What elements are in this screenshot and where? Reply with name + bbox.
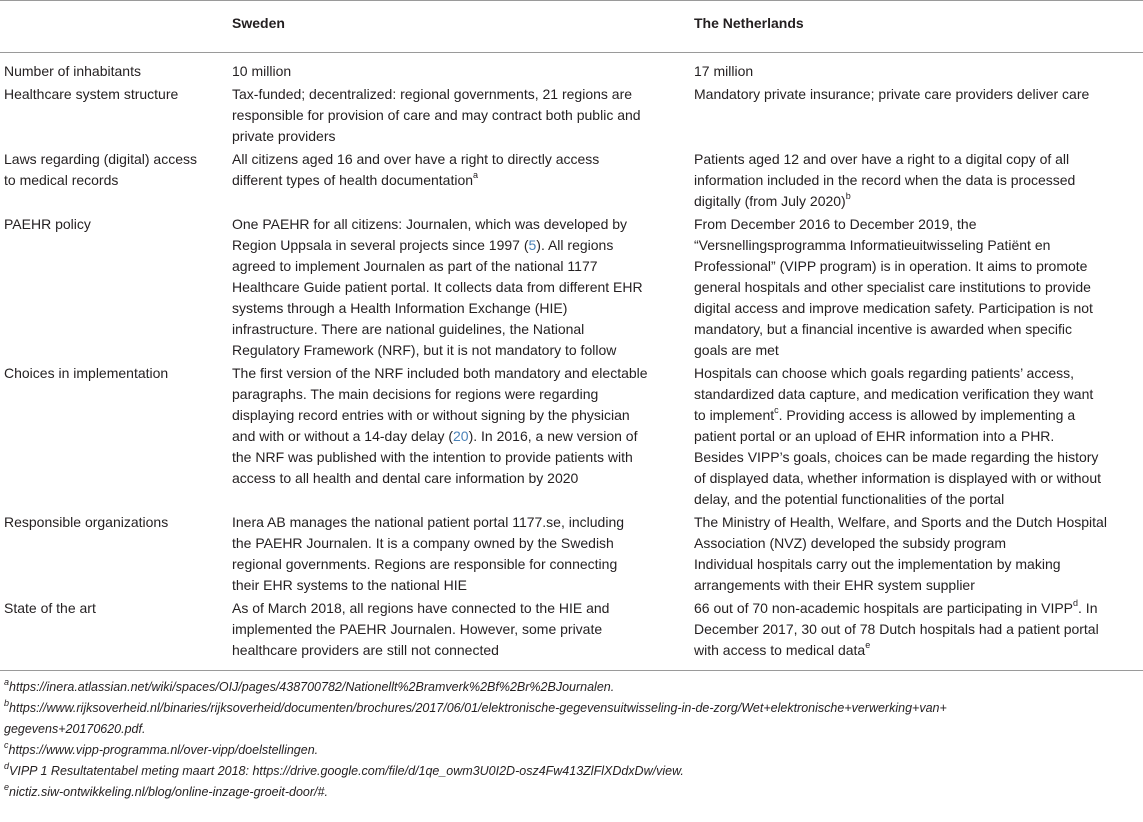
table-row bbox=[0, 82, 1143, 147]
netherlands-cell: 66 out of 70 non-academic hospitals are participating in VIPP$^d$. In December 2017, 30 out of 78 Dutch hospitals had a patient portal with access to medical data$^e$ bbox=[690, 596, 1143, 671]
footnote-e: $^e$nictiz.siw-ontwikkeling.nl/blog/online-inzage-groeit-door/#. bbox=[4, 781, 328, 799]
netherlands-cell: Patients aged 12 and over have a right to a digital copy of all information included in the record when the data is processed digitally (from July 2020)$^b$ bbox=[694, 151, 1076, 209]
row-label: Healthcare system structure bbox=[4, 86, 179, 102]
header-row bbox=[0, 1, 1143, 53]
netherlands-cell: From December 2016 to December 2019, the “Versnellingsprogramma Informatieuitwisseling Patiënt en Professional” (VIPP program) is in operation. It aims to promote general hospitals and other specialist care institutions to provide digital access and improve medication safety. Participation is not mandatory, but a financial incentive is awarded when specific goals are met bbox=[694, 216, 1093, 358]
header-netherlands: The Netherlands bbox=[690, 1, 1143, 53]
row-label: Responsible organizations bbox=[4, 514, 169, 530]
row-label: State of the art bbox=[0, 596, 228, 671]
row-label: Number of inhabitants bbox=[4, 63, 141, 79]
footnote-a: $^a$https://inera.atlassian.net/wiki/spaces/OIJ/pages/438700782/Nationellt%2Bramverk%2Bf%2Br%2BJournalen. bbox=[4, 676, 615, 694]
footnote-d: $^d$VIPP 1 Resultatentabel meting maart 2018: https://drive.google.com/file/d/1qe_owm3U0I2D-osz4Fw413ZlFlXDdxDw/view. bbox=[4, 760, 684, 778]
sweden-cell: One PAEHR for all citizens: Journalen, which was developed by Region Uppsala in several projects since 1997 (5). All regions agreed to implement Journalen as part of the national 1177 Healthcare Guide patient portal. It collects data from different EHR systems through a Health Information Exchange (HIE) infrastructure. There are national guidelines, the National Regulatory Framework (NRF), but it is not mandatory to follow bbox=[232, 216, 643, 358]
citation-link[interactable]: 20 bbox=[453, 428, 469, 444]
table-row bbox=[0, 147, 1143, 212]
sweden-cell: Tax-funded; decentralized: regional governments, 21 regions are responsible for provision of care and may contract both public and private providers bbox=[232, 86, 641, 144]
footnote-mark: b bbox=[845, 191, 851, 202]
footnote-mark: a bbox=[473, 170, 479, 181]
footnote-mark: e bbox=[865, 640, 871, 651]
sweden-cell: The first version of the NRF included both mandatory and electable paragraphs. The main decisions for regions were regarding displaying record entries with or without signing by the physician and with or without a 14-day delay (20). In 2016, a new version of the NRF was published with the intention to provide patients with access to all health and dental care information by 2020 bbox=[232, 365, 648, 486]
row-label: PAEHR policy bbox=[4, 216, 91, 232]
footnote-b: $^b$https://www.rijksoverheid.nl/binaries/rijksoverheid/documenten/brochures/2017/06/01/elektronische-gegevensuitwisseling-in-de-zorg/Wet+elektronische+verwerking+van+ bbox=[4, 697, 947, 715]
table-row bbox=[0, 212, 1143, 361]
row-label: Laws regarding (digital) access to medical records bbox=[4, 151, 197, 188]
netherlands-cell: The Ministry of Health, Welfare, and Sports and the Dutch Hospital Association (NVZ) developed the subsidy program Individual hospitals carry out the implementation by making arrangements with their EHR system supplier bbox=[694, 514, 1107, 593]
sweden-cell: 10 million bbox=[232, 63, 292, 79]
footnotes bbox=[0, 671, 1143, 803]
header-sweden: Sweden bbox=[228, 1, 690, 53]
sweden-cell: Inera AB manages the national patient portal 1177.se, including the PAEHR Journalen. It is a company owned by the Swedish regional governments. Regions are responsible for connecting their EHR systems to the national HIE bbox=[232, 514, 625, 593]
header-blank bbox=[0, 1, 228, 53]
netherlands-cell: Mandatory private insurance; private care providers deliver care bbox=[694, 86, 1090, 102]
footnote-b-continued: gegevens+20170620.pdf. bbox=[4, 722, 146, 736]
footnote-c: $^c$https://www.vipp-programma.nl/over-vipp/doelstellingen. bbox=[4, 739, 319, 757]
table-row bbox=[0, 596, 1143, 671]
citation-link[interactable]: 5 bbox=[528, 237, 537, 253]
netherlands-cell: 17 million bbox=[694, 63, 754, 79]
table-row bbox=[0, 361, 1143, 510]
sweden-cell: All citizens aged 16 and over have a right to directly access different types of health documentation$^a$ bbox=[232, 151, 600, 188]
table-row bbox=[0, 53, 1143, 83]
footnote-mark: c bbox=[774, 405, 779, 416]
sweden-cell: As of March 2018, all regions have connected to the HIE and implemented the PAEHR Journalen. However, some private healthcare providers are still not connected bbox=[228, 596, 690, 671]
footnote-mark: d bbox=[1073, 598, 1079, 609]
table-row bbox=[0, 510, 1143, 596]
row-label: Choices in implementation bbox=[4, 365, 169, 381]
netherlands-cell: Hospitals can choose which goals regarding patients’ access, standardized data capture, and medication verification they want to implement$^c$. Providing access is allowed by implementing a patient portal or an upload of EHR information into a PHR. Besides VIPP’s goals, choices can be made regarding the history of displayed data, whether information is displayed with or without delay, and the potential functionalities of the portal bbox=[694, 365, 1101, 507]
